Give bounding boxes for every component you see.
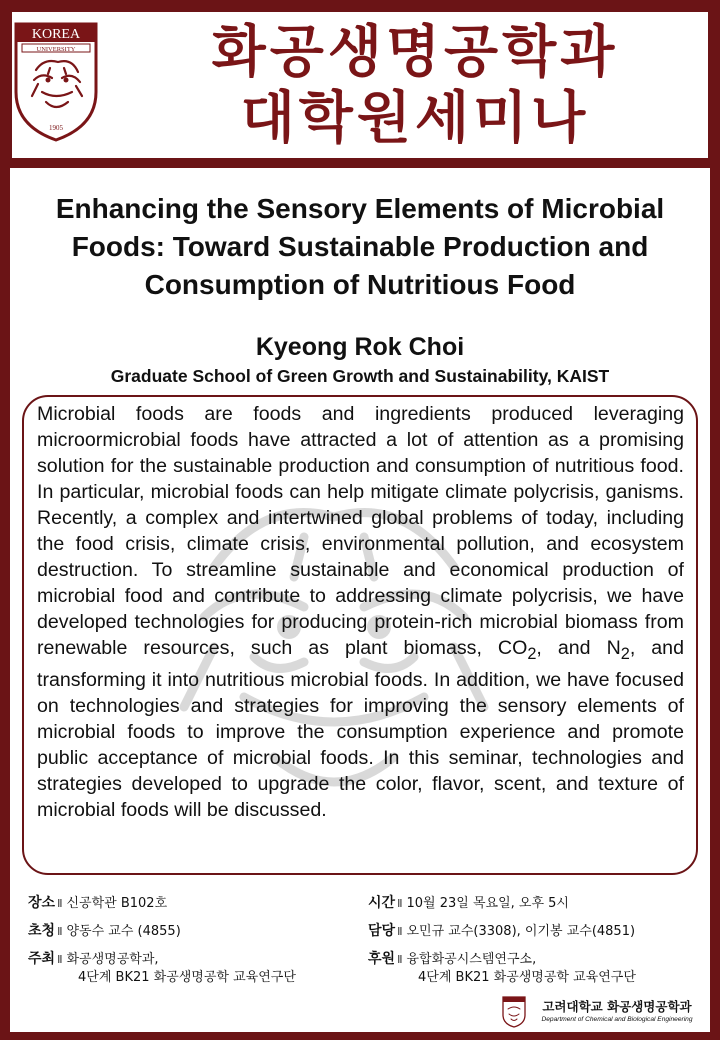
speaker-affiliation: Graduate School of Green Growth and Sustainability, KAIST: [110, 366, 610, 386]
info-value: 화공생명공학과,: [66, 952, 159, 967]
info-time: [368, 893, 708, 911]
info-value: 10월 23일 목요일, 오후 5시: [406, 896, 569, 911]
info-separator: Ⅱ: [57, 954, 63, 966]
info-separator: Ⅱ: [57, 898, 63, 910]
info-left-column: [28, 893, 358, 991]
info-separator: Ⅱ: [397, 898, 403, 910]
info-organizer: [28, 949, 358, 985]
abstract-subscript: 2: [620, 644, 630, 663]
dept-title: 화공생명공학과: [211, 20, 619, 85]
abstract-part: , and transforming it into nutritious microbial foods. In addition, we have focused on technologies and strategies for improving the sensory elements of microbial foods to improve the consumption experience and promote public acceptance of microbial foods. In this seminar, technologies and strategies developed to upgrade the color, flavor, scent, and texture of microbial foods will be discussed.: [37, 637, 684, 821]
info-value: 융합화공시스템연구소,: [406, 952, 537, 967]
footer-dept-kr: 고려대학교 화공생명공학과: [542, 999, 692, 1014]
korea-university-logo-icon: [12, 22, 100, 142]
footer-dept-en: Department of Chemical and Biological Engineering: [541, 1016, 693, 1023]
info-host: [28, 921, 358, 939]
abstract-part: , and N: [536, 637, 621, 659]
info-place: [28, 893, 358, 911]
info-value-line2: 4단계 BK21 화공생명공학 교육연구단: [418, 970, 636, 985]
info-value-line2: 4단계 BK21 화공생명공학 교육연구단: [78, 970, 296, 985]
info-label: 주최: [28, 951, 56, 967]
info-value: 양동수 교수 (4855): [66, 924, 181, 939]
info-separator: Ⅱ: [57, 926, 63, 938]
info-label: 담당: [368, 923, 396, 939]
abstract-box: [22, 395, 698, 875]
info-value: 오민규 교수(3308), 이기봉 교수(4851): [406, 924, 636, 939]
info-right-column: [368, 893, 708, 991]
seminar-title-line: Consumption of Nutritious Food: [144, 269, 576, 300]
info-label: 초청: [28, 923, 56, 939]
logo-year: 1905: [49, 124, 63, 132]
speaker-name: Kyeong Rok Choi: [255, 333, 465, 361]
seminar-series-title: 대학원세미나: [240, 86, 590, 151]
logo-top-text: KOREA: [31, 27, 81, 42]
abstract-part: Microbial foods are foods and ingredients produced leveraging microormicrobial foods have attracted a lot of attention as a promising solution for the sustainable production and consumption of nutritious food. In particular, microbial foods can help mitigate climate polycrisis, ganisms. Recently, a complex and intertwined global problems of today, including the food crisis, climate crisis, environmental pollution, and ecosystem destruction. To streamline sustainable and economical production of microbial food and contribute to addressing climate polycrisis, we have developed technologies for producing protein-rich microbial biomass from renewable resources, such as plant biomass, CO: [37, 403, 684, 659]
abstract-text: [37, 401, 684, 823]
logo-sub-text: UNIVERSITY: [36, 46, 76, 53]
seminar-title: [10, 190, 710, 304]
abstract-subscript: 2: [527, 644, 537, 663]
info-separator: Ⅱ: [397, 954, 403, 966]
info-contact: [368, 921, 708, 939]
info-separator: Ⅱ: [397, 926, 403, 938]
info-label: 장소: [28, 895, 56, 911]
info-label: 후원: [368, 951, 396, 967]
info-value: 신공학관 B102호: [66, 896, 168, 911]
info-label: 시간: [368, 895, 396, 911]
info-sponsor: [368, 949, 708, 985]
footer-logo-icon: [502, 996, 526, 1028]
seminar-title-line: Foods: Toward Sustainable Production and: [71, 231, 649, 262]
seminar-title-line: Enhancing the Sensory Elements of Microbial: [55, 193, 665, 224]
